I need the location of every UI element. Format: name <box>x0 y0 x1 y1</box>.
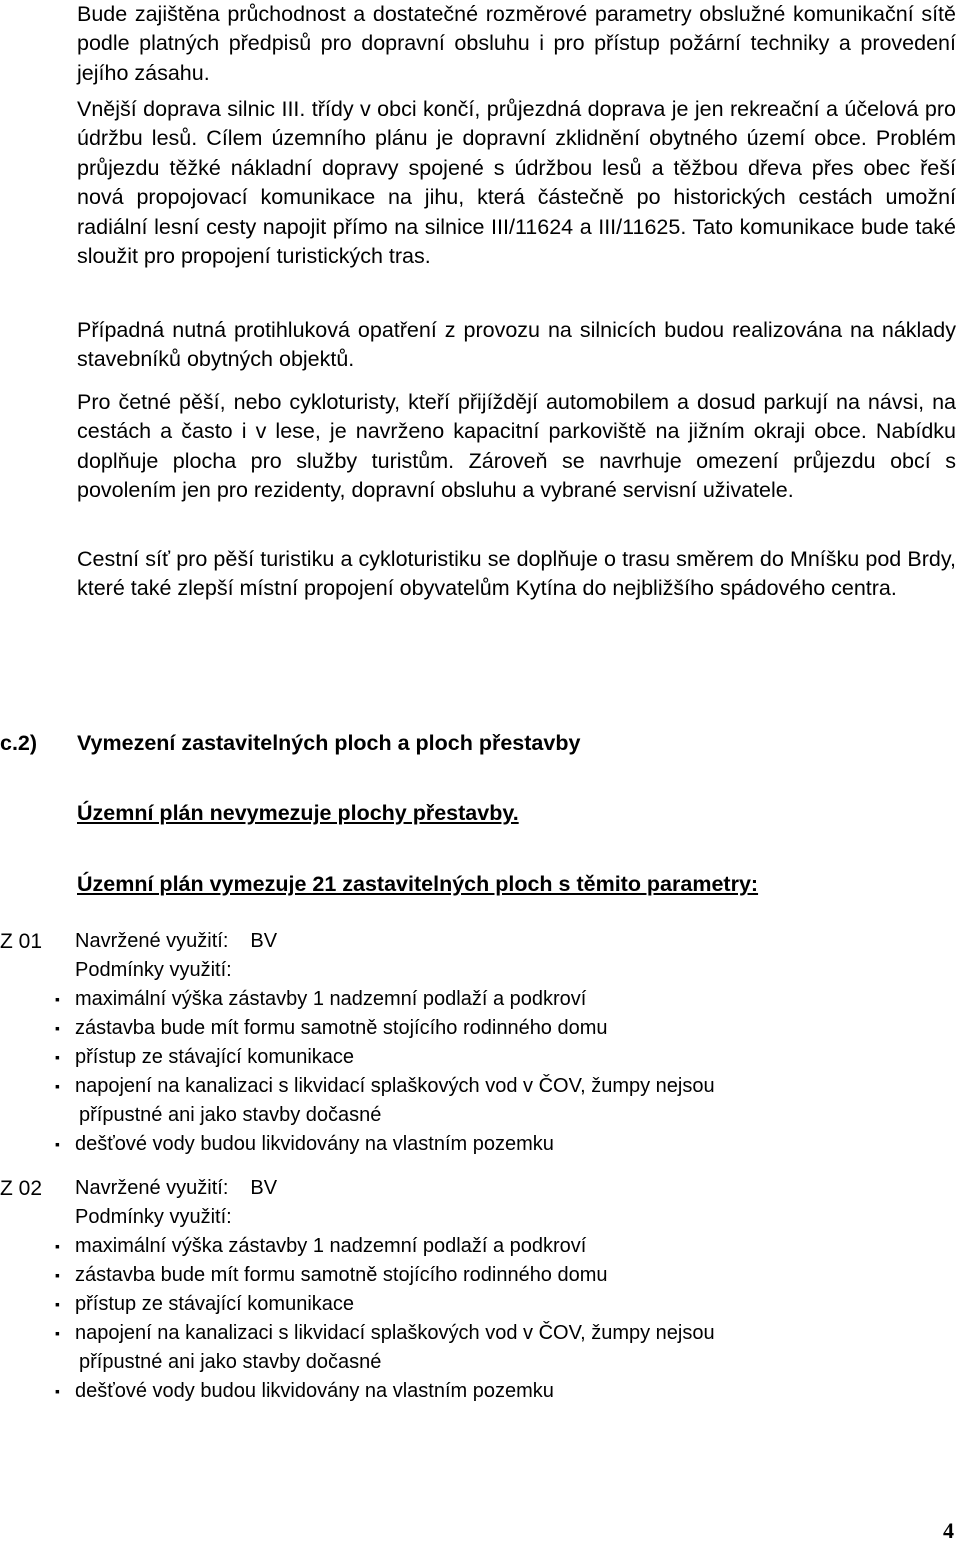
page-number: 4 <box>943 1518 954 1543</box>
paragraph-external-transport: Vnější doprava silnic III. třídy v obci končí, průjezdná doprava je jen rekreační a účelová pro údržbu lesů. Cílem územního plánu je dopravní zklidnění obytného území obce. Problém průjezdu těžké nákladní dopravy spojené s údržbou lesů a těžbou dřeva přes obec řeší nová propojovací komunikace na jihu, která částečně po historických cestách umožní radiální lesní cesty napojit přímo na silnice III/11624 a III/11625. Tato komunikace bude také sloužit pro propojení turistických tras. <box>77 97 956 269</box>
section-number: c.2) <box>0 731 38 755</box>
zone-code: Z 02 <box>0 1177 43 1200</box>
bullet-icon: ▪ <box>55 1078 60 1094</box>
conditions-list <box>0 1232 715 1406</box>
proposed-use-label: Navržené využití: <box>75 930 229 952</box>
list-item: ▪ dešťové vody budou likvidovány na vlastním pozemku <box>0 1377 715 1406</box>
bullet-icon: ▪ <box>55 991 60 1007</box>
proposed-use-label: Navržené využití: <box>75 1177 229 1199</box>
list-item: ▪ maximální výška zástavby 1 nadzemní podlaží a podkroví <box>0 985 715 1014</box>
subheading-development-areas: Územní plán vymezuje 21 zastavitelných ploch s těmito parametry: <box>77 872 759 896</box>
bullet-icon: ▪ <box>55 1383 60 1399</box>
bullet-icon: ▪ <box>55 1020 60 1036</box>
list-item: ▪ přístup ze stávající komunikace <box>0 1290 715 1319</box>
bullet-icon: ▪ <box>55 1267 60 1283</box>
list-item: ▪ napojení na kanalizaci s likvidací splaškových vod v ČOV, žumpy nejsou přípustné ani jako stavby dočasné <box>0 1319 715 1377</box>
paragraph-access: Bude zajištěna průchodnost a dostatečné rozměrové parametry obslužné komunikační sítě podle platných předpisů pro dopravní obsluhu i pro přístup požární techniky a provedení jejího zásahu. <box>77 2 956 85</box>
bullet-icon: ▪ <box>55 1296 60 1312</box>
bullet-icon: ▪ <box>55 1136 60 1152</box>
list-item: ▪ maximální výška zástavby 1 nadzemní podlaží a podkroví <box>0 1232 715 1261</box>
zone-code: Z 01 <box>0 930 43 953</box>
proposed-use <box>75 1174 277 1203</box>
proposed-use-value: BV <box>250 930 278 952</box>
conditions-label: Podmínky využití: <box>75 1206 232 1228</box>
list-item: ▪ zástavba bude mít formu samotně stojícího rodinného domu <box>0 1261 715 1290</box>
list-item: ▪ dešťové vody budou likvidovány na vlastním pozemku <box>0 1130 715 1159</box>
list-item: ▪ přístup ze stávající komunikace <box>0 1043 715 1072</box>
proposed-use-value: BV <box>250 1177 278 1199</box>
subheading-redevelopment: Územní plán nevymezuje plochy přestavby. <box>77 801 519 825</box>
list-item: ▪ zástavba bude mít formu samotně stojícího rodinného domu <box>0 1014 715 1043</box>
bullet-icon: ▪ <box>55 1325 60 1341</box>
paragraph-trails: Cestní síť pro pěší turistiku a cykloturistiku se doplňuje o trasu směrem do Mníšku pod Brdy, které také zlepší místní propojení obyvatelům Kytína do nejbližšího spádového centra. <box>77 547 956 601</box>
bullet-icon: ▪ <box>55 1238 60 1254</box>
list-item: ▪ napojení na kanalizaci s likvidací splaškových vod v ČOV, žumpy nejsou přípustné ani jako stavby dočasné <box>0 1072 715 1130</box>
bullet-icon: ▪ <box>55 1049 60 1065</box>
paragraph-noise-protection: Případná nutná protihluková opatření z provozu na silnicích budou realizována na náklady stavebníků obytných objektů. <box>77 318 956 372</box>
section-title: Vymezení zastavitelných ploch a ploch přestavby <box>77 731 581 755</box>
paragraph-parking: Pro četné pěší, nebo cykloturisty, kteří přijíždějí automobilem a dosud parkují na návsi, na cestách a často i v lese, je navrženo kapacitní parkoviště na jižním okraji obce. Nabídku doplňuje plocha pro služby turistům. Zároveň se navrhuje omezení průjezdu obcí s povolením jen pro rezidenty, dopravní obsluhu a vybrané servisní uživatele. <box>77 390 956 503</box>
conditions-label: Podmínky využití: <box>75 959 232 981</box>
proposed-use <box>75 927 277 956</box>
conditions-list <box>0 985 715 1159</box>
